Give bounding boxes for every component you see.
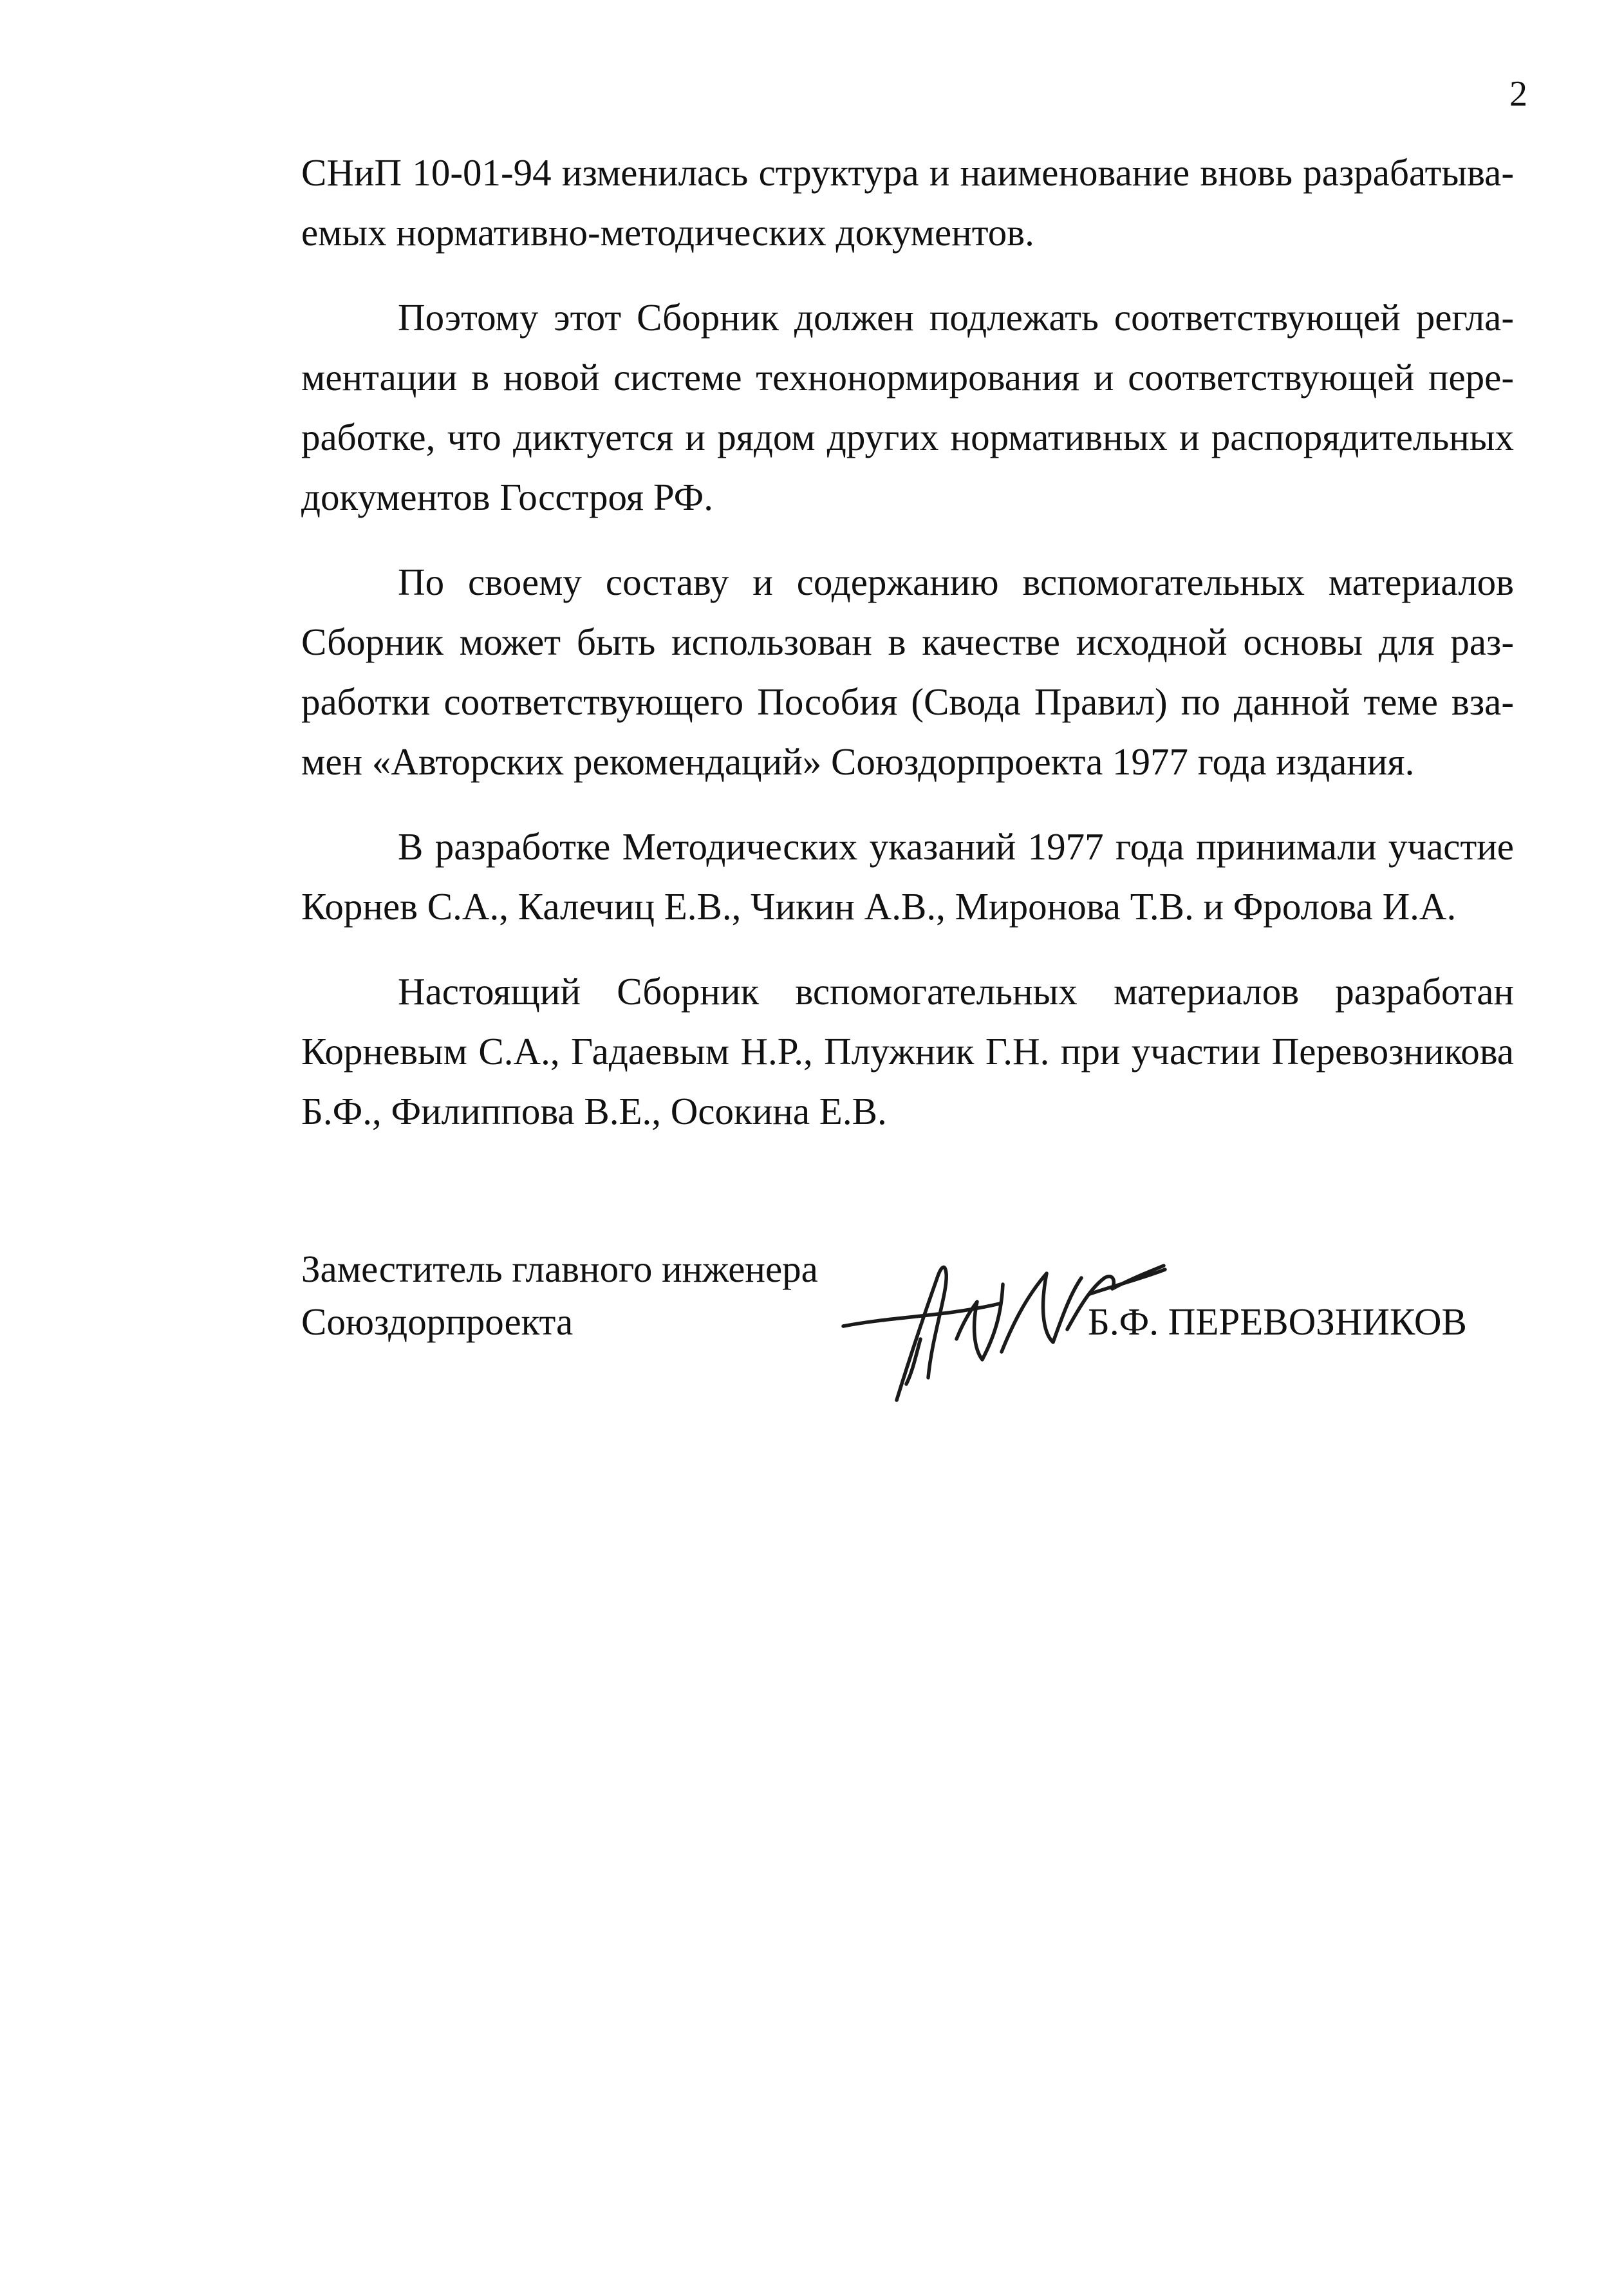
- paragraph-authors-1977: В разработке Методических указаний 1977 года принимали участие Корнев С.А., Калечиц Е.В., Чикин А.В., Миронова Т.В. и Фролова И.А.: [301, 825, 1514, 928]
- paragraph-current-authors: Настоящий Сборник вспомогательных материалов разработан Корневым С.А., Гадаевым Н.Р., Плужник Г.Н. при участии Перевозникова Б.Ф., Филиппова В.Е., Осокина Е.В.: [301, 970, 1514, 1132]
- paragraph-snip-structure: СНиП 10-01-94 изменилась структура и наименование вновь разрабатываемых нормативно-методических документов.: [301, 151, 1514, 254]
- signature-block: [301, 1242, 1514, 1423]
- signatory-title-line-2: Союздорпроекта: [301, 1300, 574, 1343]
- paragraph-composition: По своему составу и содержанию вспомогательных материалов Сборник может быть использован в качестве исходной основы для разработки соответствующего Пособия (Свода Правил) по данной теме взамен «Авторских рекомендаций» Союздорпроекта 1977 года издания.: [301, 561, 1514, 783]
- signatory-name: Б.Ф. ПЕРЕВОЗНИКОВ: [1088, 1300, 1467, 1343]
- signatory-title: [301, 1242, 818, 1348]
- paragraph-regulation: Поэтому этот Сборник должен подлежать соответствующей регламентации в новой системе технонормирования и соответствующей переработке, что диктуется и рядом других нормативных и распорядительных документов Госстроя РФ.: [301, 296, 1514, 518]
- page-number: 2: [1509, 74, 1527, 114]
- signatory-title-line-1: Заместитель главного инженера: [301, 1248, 818, 1290]
- document-body: [301, 143, 1514, 1141]
